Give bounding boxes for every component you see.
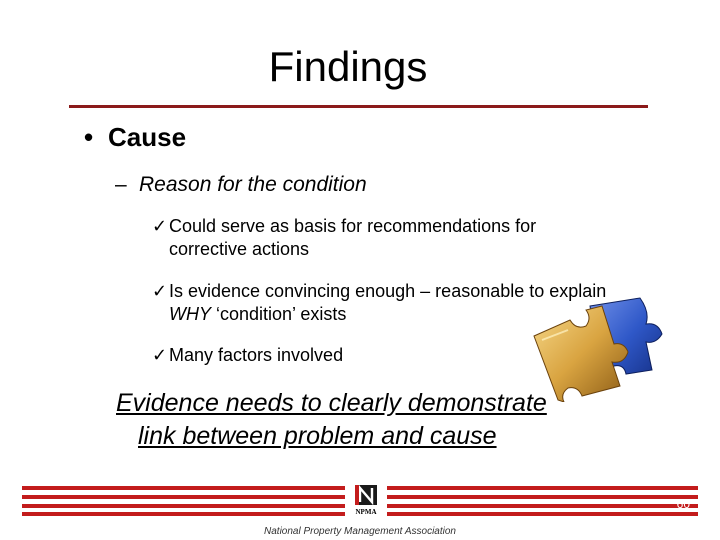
slide-title: Findings <box>268 43 428 90</box>
sub-bullet-reason-label: Reason for the condition <box>139 173 367 196</box>
checkmark-icon: ✓ <box>152 216 168 236</box>
bullet-dot: • <box>84 122 94 152</box>
emphasis-line-2: link between problem and cause <box>138 422 497 450</box>
check-item-text: Many factors involved <box>169 345 344 365</box>
title-divider <box>69 105 648 108</box>
sub-bullet-reason <box>115 171 367 199</box>
npma-logo <box>345 480 387 518</box>
bullet-cause-label: Cause <box>108 122 187 152</box>
npma-logo-icon <box>353 483 379 507</box>
check-item-text-em: WHY <box>169 304 211 324</box>
emphasis-statement <box>116 387 547 453</box>
puzzle-pieces-icon <box>528 292 668 402</box>
emphasis-line-1: Evidence needs to clearly demonstrate <box>116 389 547 417</box>
page-number: 60 <box>676 497 690 511</box>
check-item-text: Could serve as basis for recommendations for corrective actions <box>169 216 537 259</box>
checkmark-icon: ✓ <box>152 281 168 301</box>
bullet-cause <box>84 121 186 153</box>
sub-bullet-dash: – <box>115 173 127 196</box>
logo-caption: NPMA <box>355 508 377 516</box>
check-item-text-b: ‘condition’ exists <box>211 304 347 324</box>
check-item-text-a: Is evidence convincing enough – reasonable to explain <box>169 281 607 301</box>
check-item-recommendations <box>152 215 612 261</box>
checkmark-icon: ✓ <box>152 345 168 365</box>
organization-name: National Property Management Association <box>264 526 456 537</box>
